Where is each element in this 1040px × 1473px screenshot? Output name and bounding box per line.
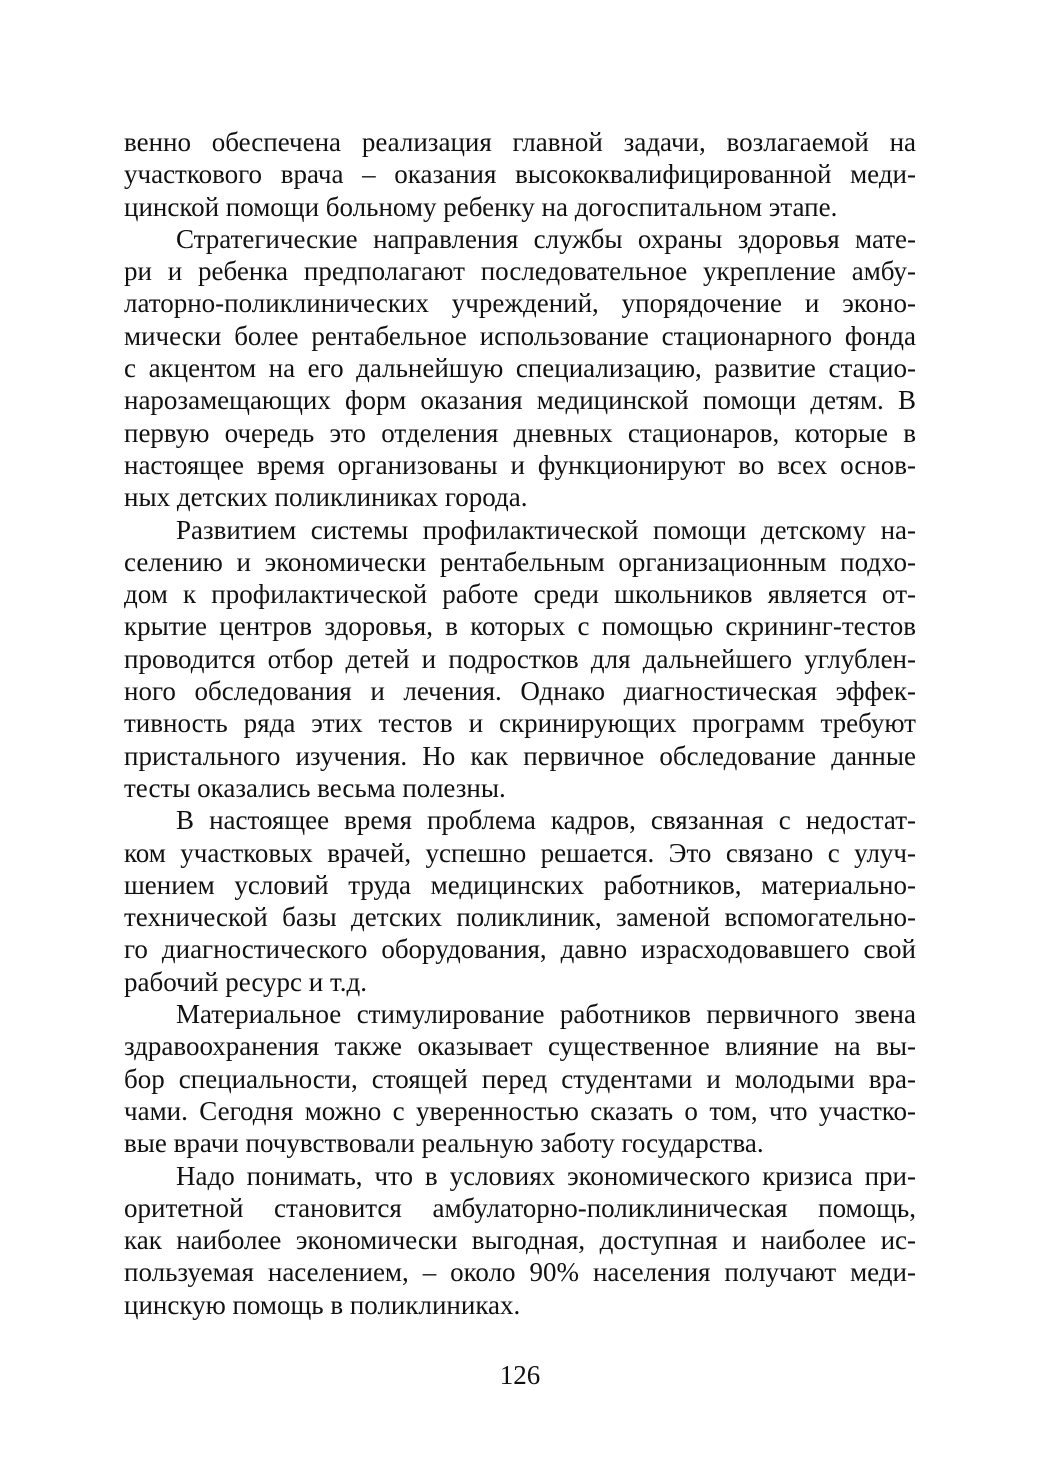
text-line: чами. Сегодня можно с уверенностью сказать о том, что участко- [124, 1095, 916, 1126]
text-line: оритетной становится амбулаторно-поликлиническая помощь, [124, 1192, 916, 1223]
paragraph-continuation [124, 126, 916, 223]
text-line: ком участковых врачей, успешно решается. Это связано с улуч- [124, 837, 916, 868]
text-line: Стратегические направления службы охраны здоровья мате- [176, 223, 916, 254]
paragraph-crisis [124, 1160, 916, 1321]
text-line: первую очередь это отделения дневных стационаров, которые в [124, 417, 916, 448]
text-line: ных детских поликлиниках города. [124, 482, 528, 513]
text-line: цинскую помощь в поликлиниках. [124, 1289, 521, 1320]
page-body [124, 126, 916, 1321]
text-line: участкового врача – оказания высококвалифицированной меди- [124, 159, 916, 190]
paragraph-staffing [124, 804, 916, 998]
text-line: Материальное стимулирование работников первичного звена [176, 999, 916, 1030]
paragraph-prevention [124, 514, 916, 805]
text-line: шением условий труда медицинских работников, материально- [124, 869, 916, 900]
text-line: Надо понимать, что в условиях экономического кризиса при- [176, 1160, 916, 1191]
text-line: пристального изучения. Но как первичное обследование данные [124, 740, 916, 771]
text-line: тесты оказались весьма полезны. [124, 772, 506, 803]
text-line: здравоохранения также оказывает существенное влияние на вы- [124, 1031, 916, 1062]
text-line: проводится отбор детей и подростков для дальнейшего углублен- [124, 643, 916, 674]
text-line: пользуемая населением, – около 90% населения получают меди- [124, 1257, 916, 1288]
text-line: бор специальности, стоящей перед студентами и молодыми вра- [124, 1063, 916, 1094]
text-line: венно обеспечена реализация главной задачи, возлагаемой на [124, 127, 916, 157]
paragraph-incentives [124, 998, 916, 1159]
text-line: мически более рентабельное использование стационарного фонда [124, 320, 916, 351]
text-line: крытие центров здоровья, в которых с помощью скрининг-тестов [124, 611, 916, 642]
text-line: латорно-поликлинических учреждений, упорядочение и эконо- [124, 288, 916, 319]
text-line: вые врачи почувствовали реальную заботу государства. [124, 1128, 764, 1159]
text-line: технической базы детских поликлиник, заменой вспомогательно- [124, 902, 916, 933]
text-line: ного обследования и лечения. Однако диагностическая эффек- [124, 676, 916, 707]
text-line: В настоящее время проблема кадров, связанная с недостат- [176, 805, 916, 836]
text-line: дом к профилактической работе среди школьников является от- [124, 579, 916, 610]
page-number: 126 [499, 1360, 541, 1390]
text-line: Развитием системы профилактической помощи детскому на- [176, 514, 916, 545]
text-line: тивность ряда этих тестов и скринирующих программ требуют [124, 708, 916, 739]
text-line: цинской помощи больному ребенку на догоспитальном этапе. [124, 191, 838, 222]
text-line: селению и экономически рентабельным организационным подхо- [124, 546, 916, 577]
text-line: настоящее время организованы и функционируют во всех основ- [124, 449, 916, 480]
text-line: нарозамещающих форм оказания медицинской помощи детям. В [124, 385, 916, 416]
text-line: ри и ребенка предполагают последовательное укрепление амбу- [124, 256, 916, 287]
text-line: как наиболее экономически выгодная, доступная и наиболее ис- [124, 1225, 916, 1256]
paragraph-strategic-directions [124, 223, 916, 514]
text-line: рабочий ресурс и т.д. [124, 966, 367, 997]
text-line: с акцентом на его дальнейшую специализацию, развитие стацио- [124, 353, 916, 384]
text-line: го диагностического оборудования, давно израсходовавшего свой [124, 934, 916, 965]
